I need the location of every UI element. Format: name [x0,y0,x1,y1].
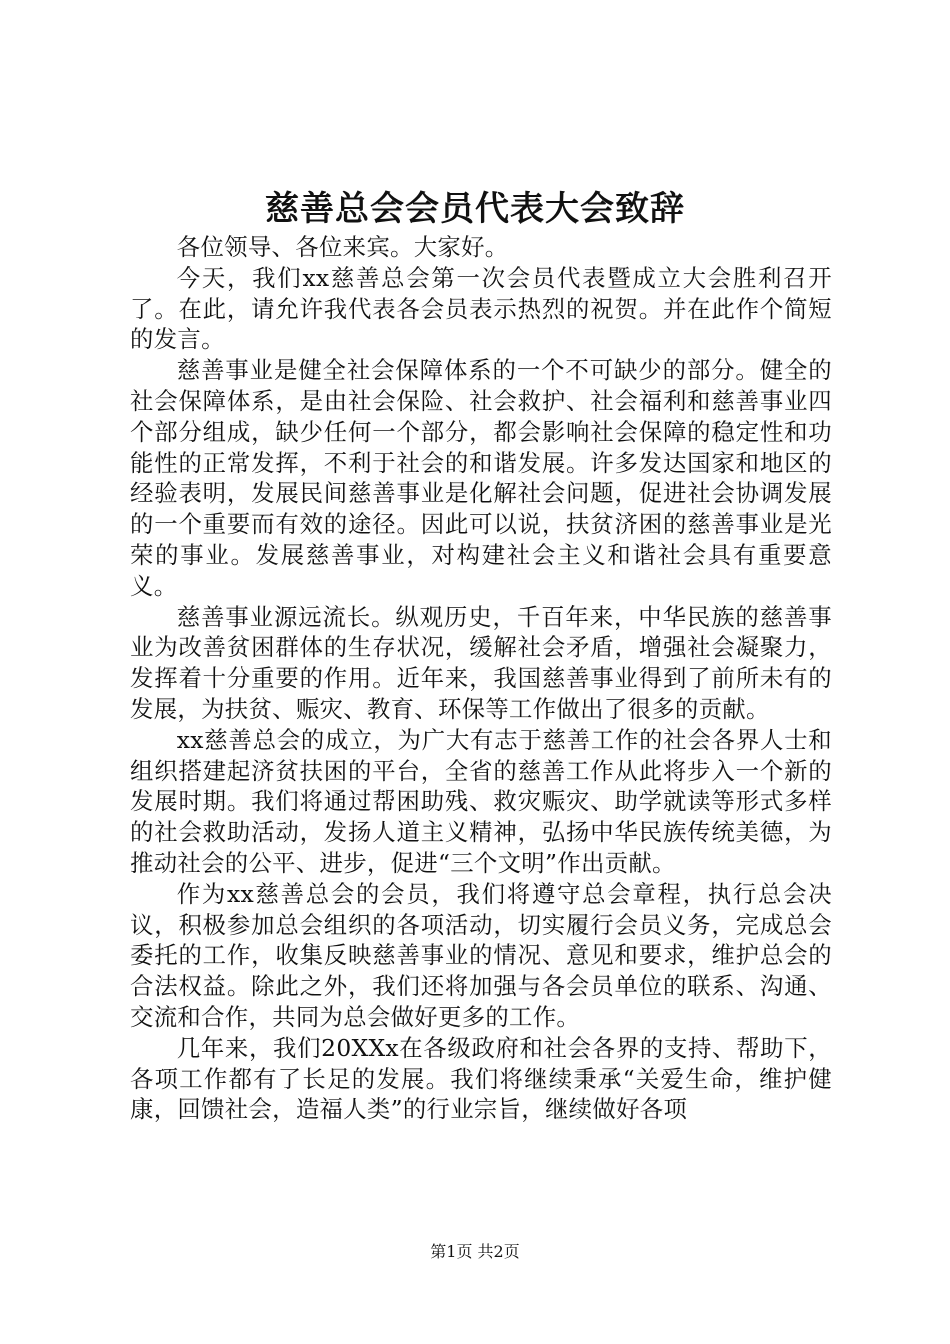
paragraph-social-security: 慈善事业是健全社会保障体系的一个不可缺少的部分。健全的社会保障体系，是由社会保险、社会救护、社会福利和慈善事业四个部分组成，缺少任何一个部分，都会影响社会保障的稳定性和功能性的正常发挥，不利于社会的和谐发展。许多发达国家和地区的经验表明，发展民间慈善事业是化解社会问题，促进社会协调发展的一个重要而有效的途径。因此可以说，扶贫济困的慈善事业是光荣的事业。发展慈善事业，对构建社会主义和谐社会具有重要意义。 [130,356,832,600]
paragraph-members: 作为xx慈善总会的会员，我们将遵守总会章程，执行总会决议，积极参加总会组织的各项活动，切实履行会员义务，完成总会委托的工作，收集反映慈善事业的情况、意见和要求，维护总会的合法权益。除此之外，我们还将加强与各会员单位的联系、沟通、交流和合作，共同为总会做好更多的工作。 [130,879,832,1031]
document-title: 慈善总会会员代表大会致辞 [265,189,685,229]
paragraph-development: 几年来，我们20XXx在各级政府和社会各界的支持、帮助下，各项工作都有了长足的发展。我们将继续秉承“关爱生命，维护健康，回馈社会，造福人类”的行业宗旨，继续做好各项 [130,1033,832,1124]
document-body [130,232,832,1184]
paragraph-history: 慈善事业源远流长。纵观历史，千百年来，中华民族的慈善事业为改善贫困群体的生存状况，缓解社会矛盾，增强社会凝聚力，发挥着十分重要的作用。近年来，我国慈善事业得到了前所未有的发展，为扶贫、赈灾、教育、环保等工作做出了很多的贡献。 [130,602,832,723]
paragraph-greeting: 各位领导、各位来宾。大家好。 [176,233,509,261]
page-number-footer: 第1页 共2页 [430,1242,520,1261]
paragraph-founding: xx慈善总会的成立，为广大有志于慈善工作的社会各界人士和组织搭建起济贫扶困的平台，全省的慈善工作从此将步入一个新的发展时期。我们将通过帮困助残、救灾赈灾、助学就读等形式多样的社会救助活动，发扬人道主义精神，弘扬中华民族传统美德，为推动社会的公平、进步，促进“三个文明”作出贡献。 [130,725,832,877]
paragraph-opening: 今天，我们xx慈善总会第一次会员代表暨成立大会胜利召开了。在此，请允许我代表各会员表示热烈的祝贺。并在此作个简短的发言。 [130,263,832,354]
